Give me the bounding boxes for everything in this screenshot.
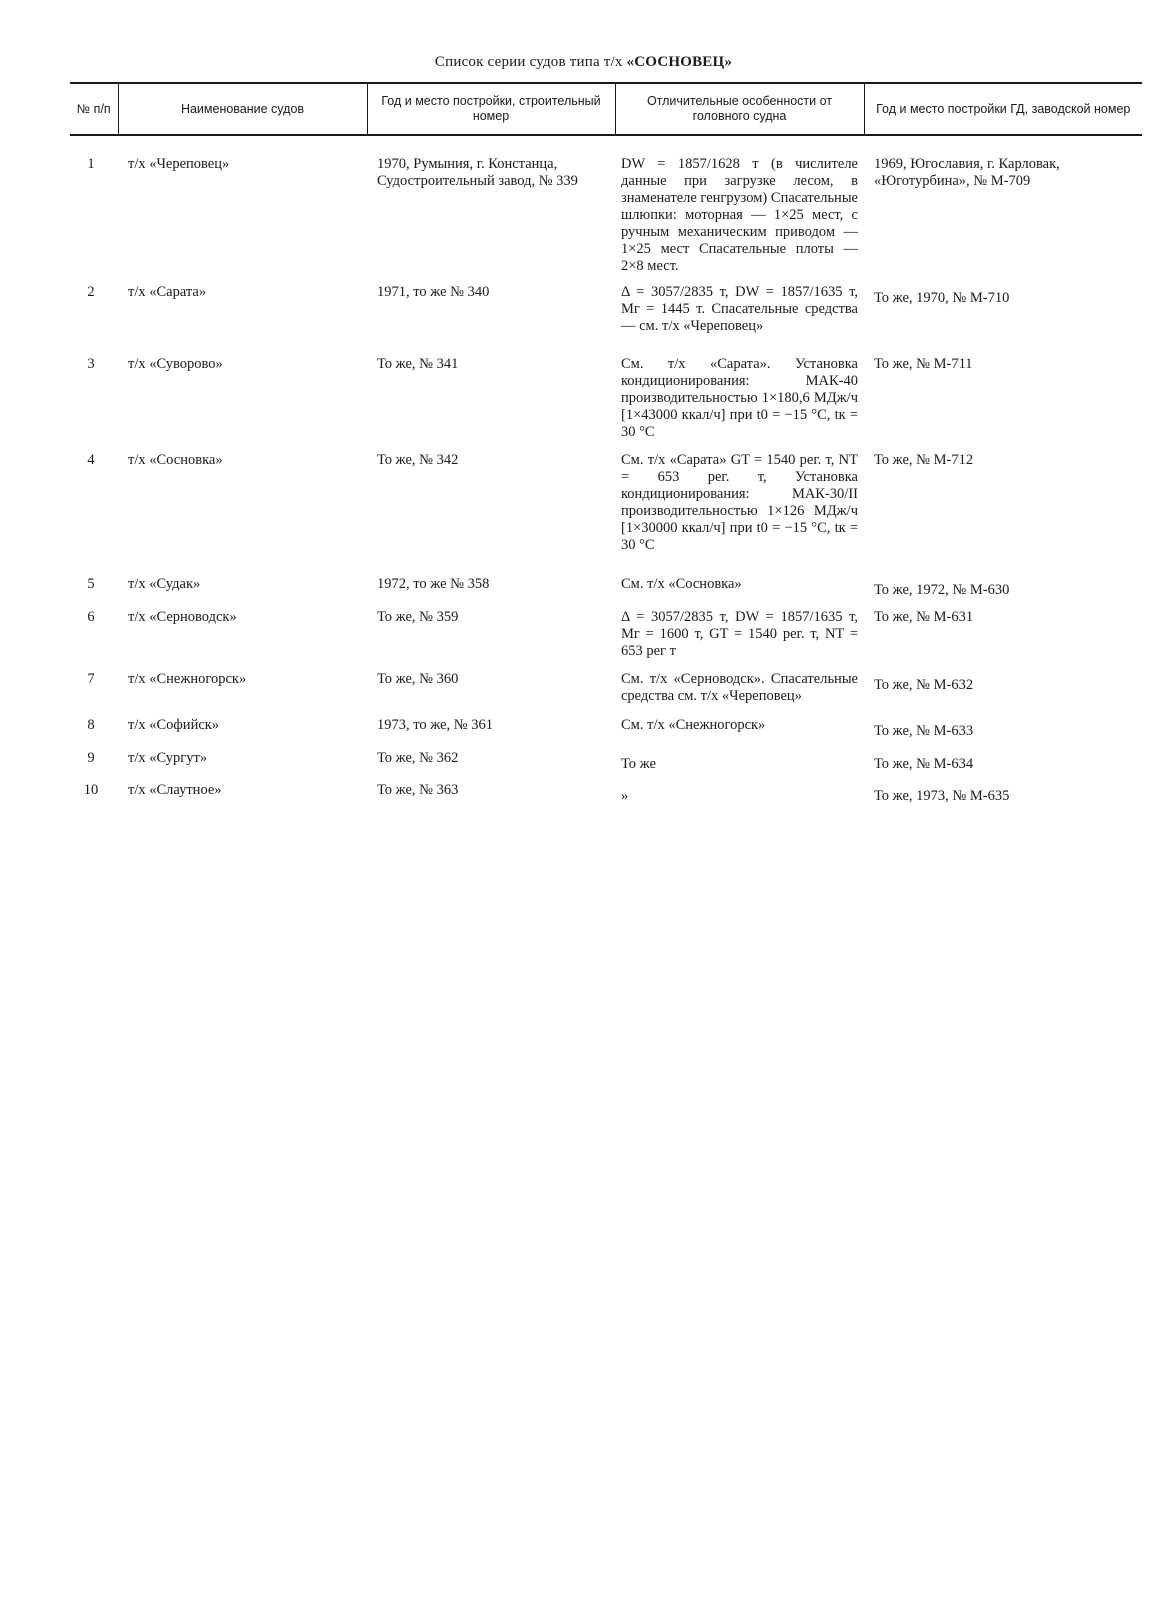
engine-build-text: То же, № М-634 xyxy=(874,756,974,772)
table-row xyxy=(70,576,1142,609)
table-row xyxy=(70,782,1142,812)
build-info: То же, № 341 xyxy=(377,356,459,372)
vessel-name: т/х «Софийск» xyxy=(128,717,220,733)
row-number: 7 xyxy=(87,671,95,687)
distinctive-features: DW = 1857/1628 т (в числителе данные при загрузке лесом, в знаменателе генгрузом) Спасательные шлюпки: моторная — 1×25 мест, с ручным механическим приводом — 1×25 мест Спасательные плоты — 2×8 мест. xyxy=(621,156,858,274)
table-row xyxy=(70,356,1142,452)
engine-build-info xyxy=(864,782,1142,812)
engine-build-info xyxy=(864,576,1142,609)
title-vessel-name: «СОСНОВЕЦ» xyxy=(626,54,733,70)
build-info: То же, № 362 xyxy=(377,750,459,766)
table-row xyxy=(70,717,1142,750)
vessel-name: т/х «Суворово» xyxy=(128,356,223,372)
table-row xyxy=(70,284,1142,356)
engine-build-info: То же, № М-631 xyxy=(874,609,974,625)
distinctive-features: См. т/х «Сарата». Установка кондиционирования: МАК-40 производительностью 1×180,6 МДж/ч [1×43000 ккал/ч] при t0 = −15 °С, tк = 30 °С xyxy=(621,356,858,440)
table-row xyxy=(70,671,1142,717)
vessel-series-table xyxy=(70,82,1142,812)
header-build-info: Год и место постройки, строительный номер xyxy=(367,83,615,135)
vessel-name: т/х «Судак» xyxy=(128,576,201,592)
vessel-name: т/х «Сургут» xyxy=(128,750,208,766)
build-info: 1973, то же, № 361 xyxy=(377,717,493,733)
row-number: 8 xyxy=(87,717,95,733)
distinctive-features: См. т/х «Снежногорск» xyxy=(621,717,766,733)
vessel-name: т/х «Череповец» xyxy=(128,156,230,172)
engine-build-info: 1969, Югославия, г. Карловак, «Юготурбина», № М-709 xyxy=(874,156,1060,189)
table-header xyxy=(70,83,1142,135)
engine-build-text: То же, 1972, № М-630 xyxy=(874,582,1010,598)
distinctive-features xyxy=(615,782,864,812)
table-row xyxy=(70,135,1142,284)
features-text: То же xyxy=(621,756,656,772)
title-prefix: Список серии судов типа т/х xyxy=(434,54,627,70)
distinctive-features: Δ = 3057/2835 т, DW = 1857/1635 т, Mг = 1600 т, GT = 1540 рег. т, NT = 653 рег т xyxy=(621,609,858,659)
ditto-mark: » xyxy=(621,788,629,804)
distinctive-features: Δ = 3057/2835 т, DW = 1857/1635 т, Mг = 1445 т. Спасательные средства — см. т/х «Череповец» xyxy=(621,284,858,334)
engine-build-text: То же, № М-632 xyxy=(874,677,974,693)
build-info: То же, № 360 xyxy=(377,671,459,687)
row-number: 2 xyxy=(87,284,95,300)
table-row xyxy=(70,609,1142,671)
row-number: 4 xyxy=(87,452,95,468)
engine-build-text: То же, № М-633 xyxy=(874,723,974,739)
engine-build-info: То же, № М-711 xyxy=(874,356,973,372)
build-info: 1972, то же № 358 xyxy=(377,576,490,592)
vessel-name: т/х «Серноводск» xyxy=(128,609,237,625)
header-distinctive-features: Отличительные особенности от головного судна xyxy=(615,83,864,135)
build-info: 1970, Румыния, г. Констанца, Судостроительный завод, № 339 xyxy=(377,156,578,189)
engine-build-info xyxy=(864,284,1142,356)
row-number: 9 xyxy=(87,750,95,766)
vessel-name: т/х «Слаутное» xyxy=(128,782,222,798)
distinctive-features: См. т/х «Серноводск». Спасательные средства см. т/х «Череповец» xyxy=(621,671,858,704)
document-title xyxy=(0,54,1167,71)
table-row xyxy=(70,452,1142,576)
build-info: То же, № 342 xyxy=(377,452,459,468)
header-vessel-name: Наименование судов xyxy=(118,83,367,135)
engine-build-info xyxy=(864,750,1142,782)
row-number: 10 xyxy=(83,782,99,798)
build-info: То же, № 363 xyxy=(377,782,459,798)
build-info: То же, № 359 xyxy=(377,609,459,625)
vessel-name: т/х «Сосновка» xyxy=(128,452,223,468)
row-number: 1 xyxy=(87,156,95,172)
table-row xyxy=(70,750,1142,782)
engine-build-info xyxy=(864,671,1142,717)
vessel-table-container xyxy=(70,82,1142,812)
header-number: № п/п xyxy=(70,83,118,135)
vessel-name: т/х «Сарата» xyxy=(128,284,207,300)
engine-build-info xyxy=(864,717,1142,750)
row-number: 5 xyxy=(87,576,95,592)
engine-build-info: То же, № М-712 xyxy=(874,452,974,468)
distinctive-features: См. т/х «Сарата» GT = 1540 рег. т, NT = 653 рег. т, Установка кондиционирования: МАК-30/II производительностью 1×126 МДж/ч [1×30000 ккал/ч] при t0 = −15 °С, tк = 30 °С xyxy=(621,452,858,553)
vessel-name: т/х «Снежногорск» xyxy=(128,671,247,687)
engine-build-text: То же, 1970, № М-710 xyxy=(874,290,1010,306)
distinctive-features: См. т/х «Сосновка» xyxy=(621,576,742,592)
header-engine-build-info: Год и место постройки ГД, заводской номер xyxy=(864,83,1142,135)
row-number: 3 xyxy=(87,356,95,372)
build-info: 1971, то же № 340 xyxy=(377,284,490,300)
engine-build-text: То же, 1973, № М-635 xyxy=(874,788,1010,804)
distinctive-features xyxy=(615,750,864,782)
row-number: 6 xyxy=(87,609,95,625)
